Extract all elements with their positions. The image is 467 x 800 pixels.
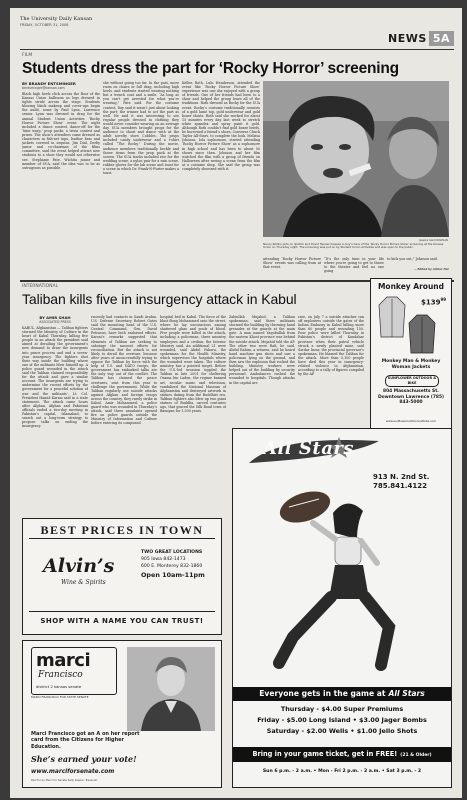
story1-byline <box>22 81 100 90</box>
story2-column-1: KABUL, Afghanistan — Taliban fighters stormed the Ministry of Culture in the heart of Kabul Thursday, killing five people in an attack the president said aimed at derailing the government’s new demand to draw the insurgents into peace process and end a seven-year insurgency. The fighters shot their way inside the building where one of the militants blew himself up. A police guard wounded in the attack said the Taliban claimed responsibility for the attack and gave a similar account. The insurgents are trying to undermine the recent efforts by the government for a peaceful solution of war and the militants’, Lt. Col. President Hamid Karzai said in a state statement. The attack came hours after Afghan, Afghan and Pakistani officials ended a two-day meeting in Pakistan’s capital, Islamabad, to search out a long-term strategy to propose talks on ending the insurgency. <box>22 326 88 429</box>
story1-column-2: she without going too far. In the past, more room on chairs or full drag, including high heels, and students started wearing nothing but a trench coat and a smile. “As long as you can’t get arrested for what you’re wearing,” Pate said. For the costume contest, Day said it wasn’t just about looking the part; the winner had to act the part as well. He said it was interesting to see regular people dressed in clothing they would never consider wearing on an average day. SUA members brought props for the audience to shout and dance with at the adult novelty store Cobbles. The props included candy underwear and a t-shirt called “The Rocky.” During the movie, audience members traditionally heckle and throw items from the prop pack at the screen. The SUA tracks included rice for the wedding scene, a nylon pair for a rain scene, rubber gloves for the lab scene and toast for a scene in which Dr. Frank-N-Furter makes a toast. <box>103 81 179 176</box>
allstars-special-saturday: Saturday - $2.00 Wells • $1.00 Jello Shots <box>266 727 418 735</box>
newspaper-page <box>10 8 462 798</box>
marci-url: www.marciforsenate.com <box>31 769 115 775</box>
alvins-sub: Wine & Spirits <box>61 579 106 586</box>
monkey-ad-caption: Monkey Man & Monkey Woman Jackets <box>381 359 441 370</box>
marci-logo-surname: Francisco <box>38 670 83 680</box>
allstars-street: 913 N. 2nd St. <box>373 473 430 481</box>
story2-column-4: Zabiullah Mujahid, a Taliban spokesman, said three militants stormed the building by throwing hand grenades at the guards at the main gate. A man named Yaqubullah from the eastern Khost province was behind the suicide attack. Mujahid told the AP. The other two were Rafi, he said. Abdul Rahim, a witness, said he heard hand machine gun shots and saw a policeman lying on the ground, and then saw the explosion that rocked the building. Ministry workers were helped out of the building by security personnel. Ambulances rushed the wounded to hospitals. Though attacks in the capital are <box>229 315 295 385</box>
alvins-location-2: 600 E. Monterey 832-1860 <box>141 564 203 569</box>
story1-after-2: “It’s the only time in your life where you’re going to get to throw to the theater and feel no one going <box>324 257 384 273</box>
monkey-around-ad <box>370 278 452 430</box>
story1-email: bentsminger@kansan.com <box>22 86 65 90</box>
marci-paid-by: Paid for by Marci for Senate Sally Kaspar, Treasurer <box>31 779 98 782</box>
allstars-ad <box>232 428 452 788</box>
monkey-ad-price-cents: 99 <box>440 297 447 302</box>
marci-logo-name: marci <box>36 650 91 671</box>
marci-ad <box>22 640 222 788</box>
marci-line-1: Marci Francisco got an A on her report card from the Citizens for Higher Education. <box>31 731 140 750</box>
allstars-specials <box>233 704 451 737</box>
story1-kicker: FILM <box>22 53 33 58</box>
story2-byline <box>22 315 88 324</box>
allstars-tagline-text: Everyone gets in the game at <box>259 689 386 698</box>
story1-after-1: attending ‘Rocky Horror Picture Show’ events was calling from at that event. <box>263 257 321 270</box>
allstars-tagline-logo: All Stars <box>388 689 425 698</box>
story1-edited-by: — Edited by Arthur Hur <box>413 267 449 271</box>
allstars-phone: 785.841.4122 <box>373 482 428 490</box>
monkey-ad-url: www.sunfloweroutdoorandbike.com <box>386 419 436 423</box>
marci-logo <box>31 647 117 695</box>
marci-portrait-art <box>127 647 215 731</box>
story1-column-3: Kellen Roth, Lulu Henderson, attended the event like ‘Rocky Horror Picture Show’ experience was one she enjoyed with a group of friends. One of her friends had been to a show and helped the group learn all of the traditions. Roth dressed as Rocky for the SUA event. Rocky’s costume traditionally consists of a gold lamé top, gold underwear and gold boxer shorts. Roth said she worked for about 15 minutes every day last week to stretch white spandex and spray paint it gold. Although Roth couldn’t find gold boxer briefs, he borrowed a friend’s shoes, Converse Chuck Taylor All-Stars, to complete the look. Melissa Johnson, Iola sophomore, started attending ‘Rocky Horror Picture Show’ as a sophomore in high school and has been to about 50 shows since then. Johnson and her film watched the film with a group of friends on Halloween after seeing a scene from the film at a costume shop. She said the group was completely obsessed with it. <box>182 81 260 171</box>
section-label <box>388 32 454 45</box>
marci-tagline: MARCI FRANCISCO FOR STATE SENATE <box>31 695 89 699</box>
allstars-special-friday: Friday - $5.00 Long Island • $3.00 Jager Bombs <box>257 716 427 724</box>
allstars-hours: Sun 6 p.m. - 2 a.m. • Mon - Fri 2 p.m. - 2 a.m. • Sat 3 p.m. - 2 <box>262 769 422 774</box>
story1-photo-caption: Nancy Rollins puts on lipstick and David Hensel dresses in boy’s tune of the ‘Rocky Horror Picture Show’ screening at the Kansas Union on Thursday night. The screening was put on by Student Union Activities and was open to the public. <box>263 242 444 250</box>
monkey-ad-price <box>421 297 446 306</box>
masthead-name: The University Daily Kansan <box>20 16 93 22</box>
story2-column-5: rare, on July 7 a suicide attacker ran off explosives outside the gates of the Indian Embassy in Kabul killing more than 60 people and wounding 150. Four police were killed Thursday in Pakistan’s district of Kandahar province when their patrol vehicle struck a newly planted mine, said Sardar Inzar, the provincial governor’s spokesman. He blamed the Taliban for the attack. More than 5,100 people have died this year in insurgency-related violence in Afghanistan, according to a tally of figures compiled by the AP. <box>298 315 364 377</box>
jacket-icon-2 <box>407 313 437 355</box>
jacket-icon <box>377 295 407 339</box>
rocky-horror-photo <box>263 81 449 237</box>
allstars-special-thursday: Thursday - $4.00 Super Premiums <box>280 705 404 713</box>
story2-kicker: INTERNATIONAL <box>22 284 59 289</box>
monkey-ad-address: 804 Massachusetts St. Downtown Lawrence (785) 843-5000 <box>377 389 445 406</box>
rocky-horror-photo-art <box>263 81 449 237</box>
alvins-ad <box>22 518 222 635</box>
sunflower-logo: SUNFLOWER OUTDOOR & BIKE <box>385 375 439 387</box>
page-header <box>20 16 454 46</box>
allstars-promo-text: Bring in your game ticket, get in FREE! <box>252 750 398 758</box>
marci-logo-district: district 2 kansas senate <box>36 684 82 689</box>
alvins-locations <box>141 549 217 579</box>
alvins-banner: BEST PRICES IN TOWN <box>40 523 204 537</box>
football-player-art <box>273 487 403 673</box>
story1-photo-credit: Jessica Sanh/KANSAN <box>419 238 448 242</box>
allstars-promo-age: (21 & Older) <box>400 753 432 758</box>
alvins-location-1: 905 Iowa 842-1473 <box>141 557 186 562</box>
allstars-promo <box>233 747 451 762</box>
story1-after-3: to kick you out,” Johnson said. <box>387 257 438 261</box>
alvins-brand: Alvin’s <box>43 555 115 577</box>
story1-headline: Students dress the part for ‘Rocky Horror’ screening <box>22 60 399 77</box>
marci-portrait <box>127 647 215 731</box>
story1-author: BY BRANDY ENTSMINGER <box>22 81 76 86</box>
allstars-tagline <box>233 687 451 701</box>
story2-author: BY AMIR SHAH <box>39 315 71 320</box>
alvins-hours: Open 10am-11pm <box>141 571 205 579</box>
story2-column-2: recently had contacts in Saudi Arabia. U.S. Defense Secretary Robert Gates said the mounting head of the U.S. Central Command, Gen. David Petraeus, have both endorsed efforts. Karzai’s remarks suggested that elements of Taliban are seeking to sabotage the nascent efforts for reconciliation. But the attack is not likely to derail the overture, because after years of unsuccessfully trying to oppose the Taliban by force with the help of U.S. and NATO troops, the government has embarked talks are the only way out of the conflict. The Taliban has claimed the peace overtures, sent from this year to challenge the government. While the Taliban regularly use suicide attacks against Afghan and foreign troops across the country, they rarely strike in Kabul. Amir Mohammed, a police guard who was wounded in Thursday’s attack, said three assailants opened fire on police guards outside the Ministry of Information and Culture before entering its compound. <box>91 315 157 426</box>
monkey-ad-title: Monkey Around <box>377 282 445 291</box>
masthead-date: FRIDAY, OCTOBER 31, 2008 <box>20 23 69 27</box>
allstars-logo: All Stars <box>263 438 355 459</box>
page-number: 5A <box>429 31 454 46</box>
story2-headline: Taliban kills five in insurgency attack in Kabul <box>22 291 297 307</box>
masthead <box>20 16 92 27</box>
alvins-locations-title: TWO GREAT LOCATIONS <box>141 550 203 555</box>
story2-column-3: hospital bed in Kabul. The force of the blast flung Mohammed onto the street, where he lay unconscious among shattered glass and pools of blood. Five people were killed in the attack, including a policeman, three ministry employees and a civilian, the Interior Ministry said. An additional 21 were wounded, said Abdul Fabara, the spokesman for the Health Ministry, which supervises the hospitals where the wounded were taken. The culture ministry has a pointed target. Before the U.S.-led invasion toppled the Taliban in late 2001 for sheltering Osama bin Laden, the regime banned art, secular music and television, vandalized the National Museum of Afghanistan and destroyed artwork in statues dating from the Buddhist era. Taliban fighters also blew up two giant statues of Buddha, carved centuries ago, that graced the Silk Road town of Bamiyan for 1,500 years. <box>160 315 226 414</box>
monkey-ad-price-dollars: $139 <box>421 298 441 307</box>
header-rule <box>20 49 454 50</box>
story1-column-1: Black high heels click across the floor of the Kansas Union ballroom as legs dressed in tights stride across the stage. Students blowing black makeup and cover-ups begin the audit, some by Paul Lynn, Lawrence senior. Lynn was dressed in drag for the annual Student Union Activities ‘Rocky Horror Picture Show’ event. The night included a dance contest, dance-off for the ‘time warp,’ prop packs, a trivia contest and prizes. The show’s attendees came dressed as characters in fish-net tops, leather bras and jackets covered in sequins. Jim Dial, Derby junior and co-chairman of the films committee, said the event helped attract new students to a show they would not otherwise see. Stephanie Pate, Wichita junior and member of SUA, said the idea was to be as outrageous as possible. <box>22 92 100 170</box>
marci-line-2: She’s earned your vote! <box>31 754 137 764</box>
section-name: NEWS <box>388 32 427 45</box>
alvins-rule-bottom <box>29 611 215 612</box>
alvins-footer: SHOP WITH A NAME YOU CAN TRUST! <box>40 617 204 625</box>
alvins-rule-top <box>29 538 215 539</box>
story2-agency: ASSOCIATED PRESS <box>39 320 71 324</box>
